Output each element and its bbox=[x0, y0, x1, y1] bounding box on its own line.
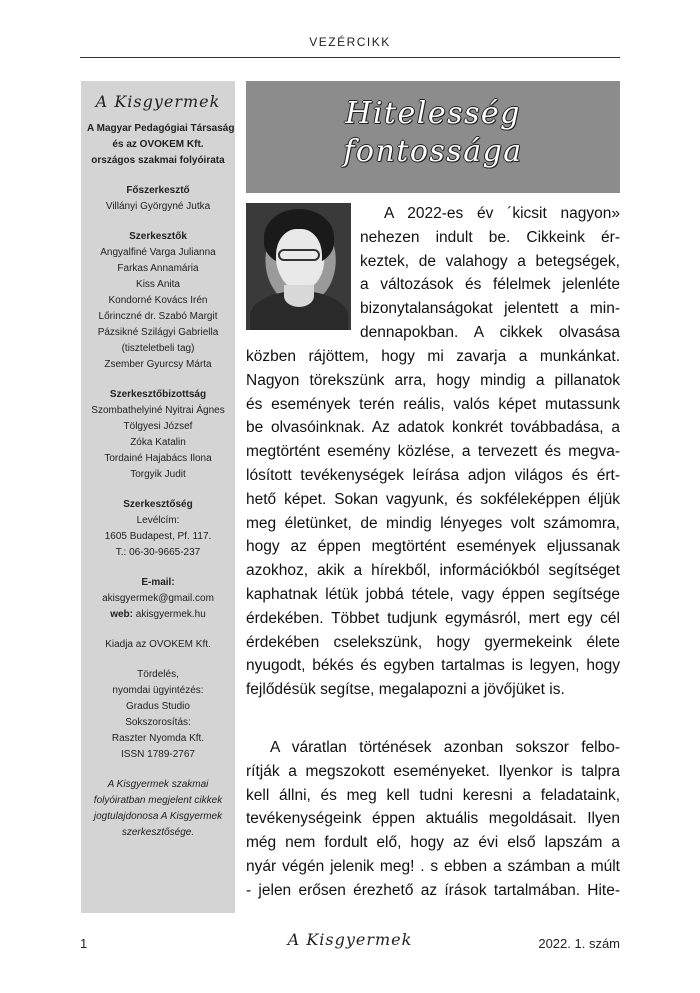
text-line: azokhoz, akik a hírekből, információkból segítséget bbox=[246, 562, 620, 580]
board-heading: Szerkesztőbizottság bbox=[109, 389, 207, 400]
production-line: Sokszorosítás: bbox=[125, 717, 191, 728]
text-line: fejlődésük segítse, megalapozni a jövőjüket is. bbox=[246, 681, 565, 699]
section-label: VEZÉRCIKK bbox=[309, 35, 391, 49]
article-paragraph-2 bbox=[246, 736, 620, 903]
text-line: A 2022-es év ´kicsit nagyon» bbox=[384, 205, 620, 222]
text-line: a változások és félelmek jelenléte bbox=[360, 276, 620, 294]
footer-magazine-title: A Kisgyermek bbox=[287, 930, 413, 949]
issn: ISSN 1789-2767 bbox=[121, 749, 195, 760]
editor-note: (tiszteletbeli tag) bbox=[121, 343, 195, 354]
text-line: nehezen indult be. Cikkeink ér- bbox=[360, 228, 620, 246]
editor-name: Lőrinczné dr. Szabó Margit bbox=[98, 311, 218, 322]
article-title-line: Hitelesség bbox=[345, 96, 521, 131]
editor-name: Kiss Anita bbox=[136, 279, 180, 290]
text-line: A váratlan történések azonban sokszor felbo- bbox=[270, 739, 620, 756]
text-line: érdekében. Többet tudjunk egymásról, mert egy cél bbox=[246, 609, 620, 627]
publisher-line: és az OVOKEM Kft. bbox=[112, 139, 204, 150]
web-link[interactable]: akisgyermek.hu bbox=[135, 609, 206, 620]
text-line: keztek, de valahogy a betegségek, bbox=[360, 252, 620, 270]
text-line: Nagyon törekszünk arra, hogy mindig a pillanatok bbox=[246, 371, 620, 389]
article-title-line: fontossága bbox=[343, 134, 523, 169]
board-member: Torgyik Judit bbox=[130, 469, 186, 480]
publisher-block bbox=[87, 121, 235, 169]
board-member: Szombathelyiné Nyitrai Ágnes bbox=[91, 405, 225, 416]
text-line: bizonytalanságokat jelentett a min- bbox=[360, 300, 620, 318]
text-line: dennapokban. A cikkek olvasása bbox=[360, 323, 620, 341]
web-label: web: bbox=[110, 609, 133, 620]
text-line: hető képet. Sokan vagyunk, és sokféleképpen éljük bbox=[246, 490, 620, 508]
editor-name: Pázsikné Szilágyi Gabriella bbox=[97, 327, 219, 338]
text-line: hogy az éppen megtörtént események eljussanak bbox=[246, 538, 620, 556]
header-divider bbox=[80, 57, 620, 58]
text-line: be olvasóinknak. Az adatok konkrét továbbadása, a bbox=[246, 419, 620, 437]
text-line: nyár végén jelenik meg! . s ebben a számban a múlt bbox=[246, 857, 620, 875]
board-member: Tölgyesi József bbox=[123, 421, 193, 432]
text-line: még nem fordult elő, hogy az évi első lapszám a bbox=[246, 834, 620, 852]
publisher-note: Kiadja az OVOKEM Kft. bbox=[105, 639, 211, 650]
production-line: nyomdai ügyintézés: bbox=[112, 685, 204, 696]
text-line: nyugodt, békés és egyben tartalmas is legyen, hogy bbox=[246, 657, 620, 675]
editor-name: Kondorné Kovács Irén bbox=[108, 295, 208, 306]
email-link[interactable]: akisgyermek@gmail.com bbox=[102, 593, 214, 604]
web-line bbox=[87, 607, 229, 623]
publisher-line: A Magyar Pedagógiai Társaság bbox=[87, 123, 235, 134]
editor-name: Farkas Annamária bbox=[117, 263, 199, 274]
editors-heading: Szerkesztők bbox=[129, 231, 187, 242]
text-line: rítják a megszokott eseményeket. Ilyenkor is talpra bbox=[246, 762, 620, 780]
office-heading: Szerkesztőség bbox=[123, 499, 193, 510]
article-intro-wrapped bbox=[360, 202, 620, 345]
text-line: kell állni, és meg kell tudni keresni a feladataink, bbox=[246, 786, 620, 804]
copyright-line: A Kisgyermek szakmai bbox=[107, 779, 209, 790]
copyright-line: folyóiratban megjelent cikkek bbox=[93, 795, 223, 806]
text-line: megtörtént esemény közlése, a tervezett és megva- bbox=[246, 443, 620, 461]
production-line: Raszter Nyomda Kft. bbox=[111, 733, 205, 744]
production-line: Tördelés, bbox=[137, 669, 179, 680]
editor-in-chief-name: Villányi Györgyné Jutka bbox=[105, 201, 211, 212]
text-line: kaphatnak létük jobbá tétele, vagy éppen segítsége bbox=[246, 585, 620, 603]
author-portrait bbox=[246, 203, 351, 330]
copyright-line: jogtulajdonosa A Kisgyermek bbox=[93, 811, 223, 822]
page-number: 1 bbox=[80, 936, 88, 951]
text-line: érdekében cselekszünk, hogy gyermekeink élete bbox=[246, 633, 620, 651]
office-address: 1605 Budapest, Pf. 117. bbox=[104, 531, 212, 542]
masthead-title: A Kisgyermek bbox=[95, 92, 221, 111]
copyright-line: szerkesztősége. bbox=[121, 827, 195, 838]
text-line: lósított tevékenységek leírása adjon világos és ért- bbox=[246, 466, 620, 484]
editor-name: Zsember Gyurcsy Márta bbox=[104, 359, 212, 370]
text-line: tevékenységeink éppen aktuális megoldásait. Ilyen bbox=[246, 810, 620, 828]
publisher-line: országos szakmai folyóirata bbox=[91, 155, 225, 166]
text-line: és események terén reális, valós képet mutassunk bbox=[246, 395, 620, 413]
editor-in-chief-heading: Főszerkesztő bbox=[126, 185, 190, 196]
office-phone: T.: 06-30-9665-237 bbox=[115, 547, 201, 558]
article-paragraph-1 bbox=[246, 345, 620, 702]
text-line: közben rájöttem, hogy mi zavarja a munkánkat. bbox=[246, 348, 620, 365]
office-line: Levélcím: bbox=[136, 515, 180, 526]
email-heading: E-mail: bbox=[141, 577, 175, 588]
editor-name: Angyalfiné Varga Julianna bbox=[100, 247, 216, 258]
issue-label: 2022. 1. szám bbox=[538, 936, 620, 951]
text-line: meg életünket, de mindig lényeges volt számomra, bbox=[246, 514, 620, 532]
text-line: - jelen erősen érezhető az írások tartalmában. Hite- bbox=[246, 881, 620, 899]
production-line: Gradus Studio bbox=[126, 701, 190, 712]
article-title-box bbox=[246, 81, 620, 193]
masthead-sidebar bbox=[81, 81, 235, 913]
board-member: Zóka Katalin bbox=[130, 437, 186, 448]
board-member: Tordainé Hajabács Ilona bbox=[104, 453, 212, 464]
